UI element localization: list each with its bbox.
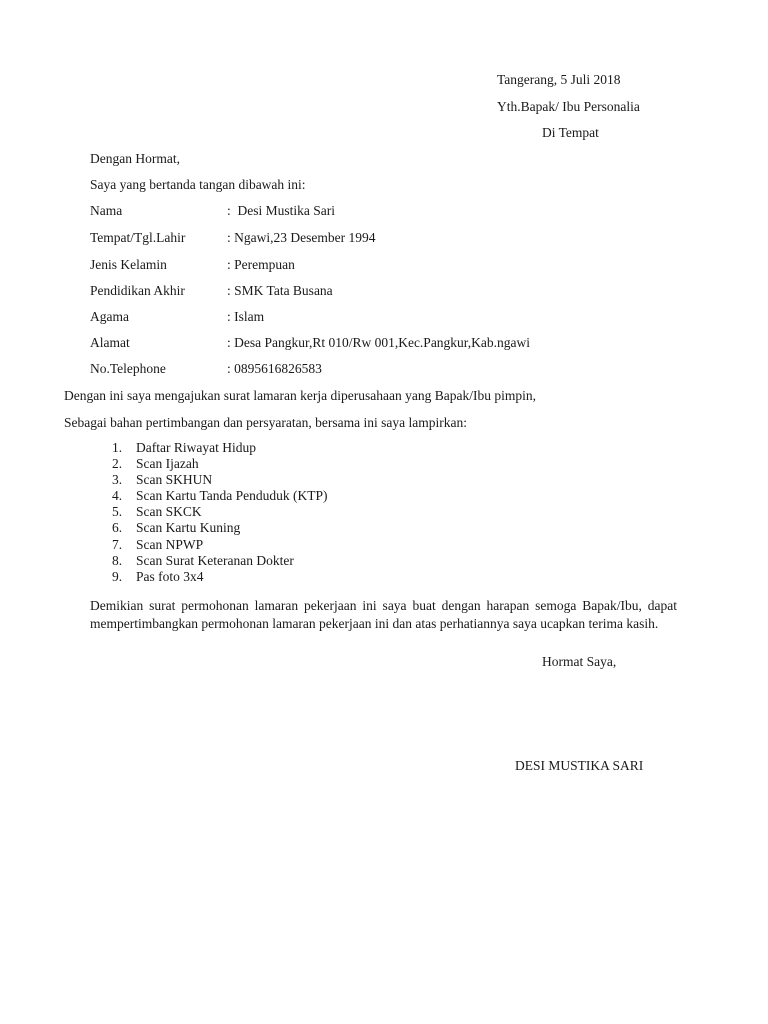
application-statement: Dengan ini saya mengajukan surat lamaran kerja diperusahaan yang Bapak/Ibu pimpin, bbox=[64, 388, 536, 403]
intro-line: Saya yang bertanda tangan dibawah ini: bbox=[90, 177, 306, 192]
field-label-address: Alamat bbox=[90, 335, 130, 350]
field-label-education: Pendidikan Akhir bbox=[90, 283, 185, 298]
field-value-name: : Desi Mustika Sari bbox=[227, 203, 335, 218]
field-label-religion: Agama bbox=[90, 309, 129, 324]
recipient-location: Di Tempat bbox=[542, 125, 599, 140]
field-value-education: : SMK Tata Busana bbox=[227, 283, 333, 298]
attachments-intro: Sebagai bahan pertimbangan dan persyaratan, bersama ini saya lampirkan: bbox=[64, 415, 467, 430]
list-item: 9. Pas foto 3x4 bbox=[112, 568, 204, 584]
list-item: 6. Scan Kartu Kuning bbox=[112, 520, 241, 536]
attachments-list bbox=[112, 440, 328, 585]
list-item: 3. Scan SKHUN bbox=[112, 472, 213, 488]
list-item: 8. Scan Surat Keteranan Dokter bbox=[112, 552, 294, 568]
signatory-name: DESI MUSTIKA SARI bbox=[515, 758, 644, 773]
recipient: Yth.Bapak/ Ibu Personalia bbox=[497, 99, 640, 114]
list-item: 2. Scan Ijazah bbox=[112, 456, 199, 472]
field-label-name: Nama bbox=[90, 203, 123, 218]
field-value-phone: : 0895616826583 bbox=[227, 361, 322, 376]
field-label-birth: Tempat/Tgl.Lahir bbox=[90, 230, 186, 245]
place-date: Tangerang, 5 Juli 2018 bbox=[497, 72, 621, 87]
field-value-gender: : Perempuan bbox=[227, 257, 295, 272]
sign-off: Hormat Saya, bbox=[542, 654, 617, 669]
salutation: Dengan Hormat, bbox=[90, 151, 180, 166]
closing-paragraph: Demikian surat permohonan lamaran pekerjaan ini saya buat dengan harapan semoga Bapak/Ibu, dapat mempertimbangkan permohonan lamaran pekerjaan ini dan atas perhatiannya saya ucapkan terima kasih. bbox=[90, 598, 677, 631]
field-value-religion: : Islam bbox=[227, 309, 265, 324]
field-value-birth: : Ngawi,23 Desember 1994 bbox=[227, 230, 376, 245]
field-value-address: : Desa Pangkur,Rt 010/Rw 001,Kec.Pangkur,Kab.ngawi bbox=[227, 335, 530, 350]
list-item: 7. Scan NPWP bbox=[112, 536, 204, 552]
list-item: 5. Scan SKCK bbox=[112, 504, 202, 520]
list-item: 1. Daftar Riwayat Hidup bbox=[112, 440, 256, 455]
list-item: 4. Scan Kartu Tanda Penduduk (KTP) bbox=[112, 488, 328, 504]
field-label-gender: Jenis Kelamin bbox=[90, 257, 167, 272]
field-label-phone: No.Telephone bbox=[90, 361, 166, 376]
